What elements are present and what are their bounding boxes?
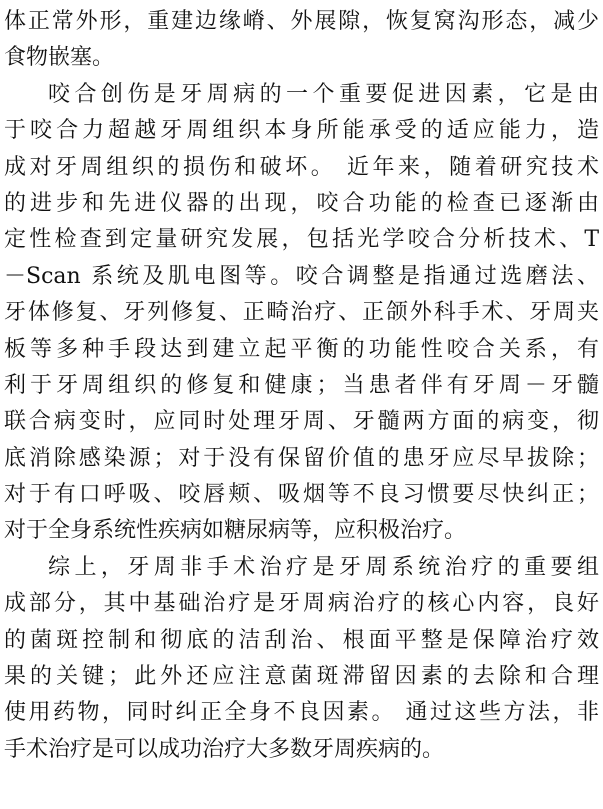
text-line: 板等多种手段达到建立起平衡的功能性咬合关系，有: [4, 336, 599, 362]
text-line: 定性检查到定量研究发展，包括光学咬合分析技术、T: [4, 227, 599, 253]
text-line: 的菌斑控制和彻底的洁刮治、根面平整是保障治疗效: [4, 627, 599, 653]
text-line: 的进步和先进仪器的出现，咬合功能的检查已逐渐由: [4, 190, 599, 216]
text-line: 牙体修复、牙列修复、正畸治疗、正颌外科手术、牙周夹: [4, 300, 599, 326]
text-line: 利于牙周组织的修复和健康；当患者伴有牙周－牙髓: [4, 372, 599, 398]
text-line: 联合病变时，应同时处理牙周、牙髓两方面的病变，彻: [4, 409, 599, 435]
text-line: 成对牙周组织的损伤和破坏。 近年来，随着研究技术: [4, 154, 599, 180]
paragraph-first-line: 咬合创伤是牙周病的一个重要促进因素，它是由: [48, 81, 599, 107]
text-line: 于咬合力超越牙周组织本身所能承受的适应能力，造: [4, 118, 599, 144]
text-line: －Scan 系统及肌电图等。咬合调整是指通过选磨法、: [4, 263, 599, 289]
paragraph-first-line: 综上，牙周非手术治疗是牙周系统治疗的重要组: [48, 554, 599, 580]
text-line: 使用药物，同时纠正全身不良因素。 通过这些方法，非: [4, 700, 599, 726]
text-line: 果的关键；此外还应注意菌斑滞留因素的去除和合理: [4, 664, 599, 690]
text-line: 体正常外形，重建边缘嵴、外展隙，恢复窝沟形态，减少: [4, 9, 599, 34]
text-line: 底消除感染源；对于没有保留价值的患牙应尽早拔除；: [4, 445, 599, 471]
text-line: 成部分，其中基础治疗是牙周病治疗的核心内容，良好: [4, 591, 599, 617]
text-line: 食物嵌塞。: [4, 45, 115, 71]
text-line: 手术治疗是可以成功治疗大多数牙周疾病的。: [4, 736, 445, 762]
text-line: 对于全身系统性疾病如糖尿病等，应积极治疗。: [4, 518, 467, 544]
text-line: 对于有口呼吸、咬唇颊、吸烟等不良习惯要尽快纠正；: [4, 482, 599, 508]
document-page: [4, 4, 599, 768]
